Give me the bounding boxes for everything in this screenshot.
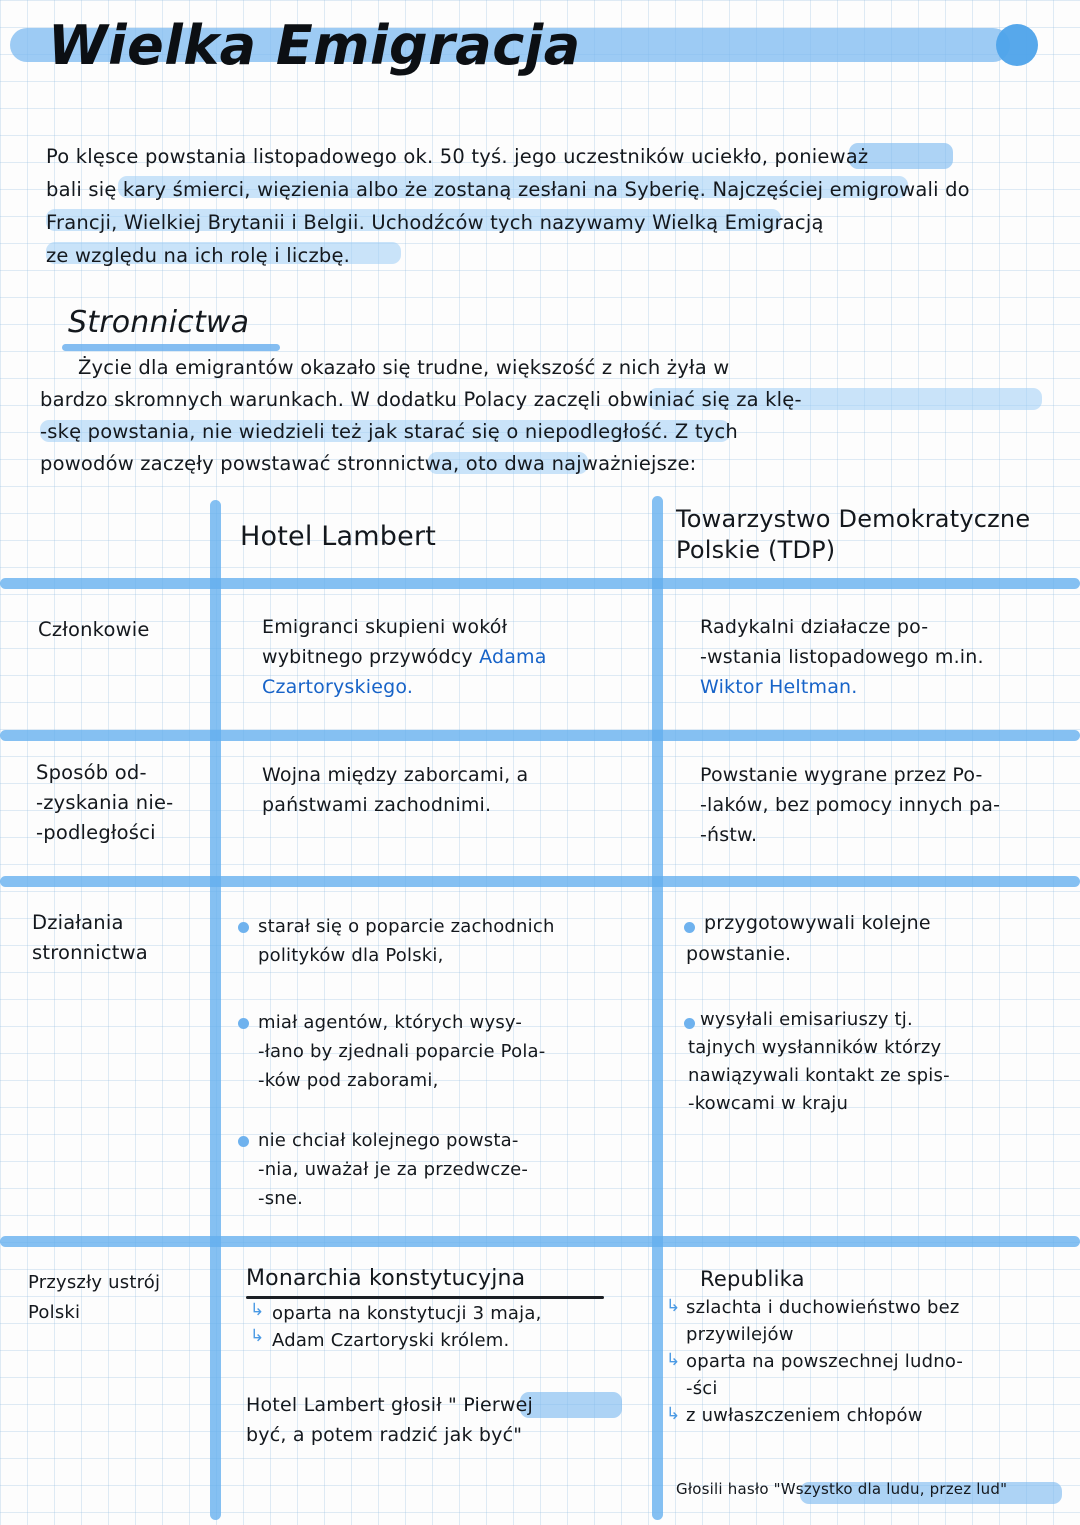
- cell-line: -laków, bez pomocy innych pa-: [700, 794, 1001, 816]
- row-label-czlonkowie: Członkowie: [38, 618, 150, 641]
- cell-line: powstanie.: [686, 943, 792, 965]
- cell-lambert-sposob: [262, 760, 642, 820]
- cell-line: oparta na powszechnej ludno-: [686, 1351, 964, 1372]
- cell-line: starał się o poparcie zachodnich: [258, 916, 555, 937]
- cell-line: Emigranci skupieni wokół: [262, 616, 508, 638]
- cell-line: przygotowywali kolejne: [704, 912, 931, 934]
- table-vertical-rule-1: [210, 500, 221, 1520]
- cell-line: państwami zachodnimi.: [262, 794, 492, 816]
- table-header-rule: [0, 578, 1080, 589]
- cell-lambert-czlonkowie: [262, 612, 642, 702]
- bullet-icon: [684, 922, 695, 933]
- row-label-line1: Sposób od-: [36, 761, 147, 784]
- cell-line: -sne.: [258, 1188, 304, 1209]
- bullet-icon: [684, 1018, 695, 1029]
- cell-line: szlachta i duchowieństwo bez: [686, 1297, 960, 1318]
- column-header-tdp-line2: Polskie (TDP): [676, 536, 836, 564]
- cell-line: nie chciał kolejnego powsta-: [258, 1130, 519, 1151]
- title-dot-decoration: [996, 24, 1038, 66]
- cell-lambert-quote: [246, 1390, 646, 1450]
- arrow-icon: ↳: [666, 1350, 681, 1370]
- arrow-icon: ↳: [250, 1300, 265, 1320]
- cell-tdp-sposob: [700, 760, 1070, 850]
- cell-line: -ństw.: [700, 824, 758, 846]
- cell-line: wysyłali emisariuszy tj.: [700, 1009, 913, 1030]
- section-paragraph: [40, 352, 1060, 480]
- cell-line: Hotel Lambert głosił " Pierwej: [246, 1394, 533, 1416]
- row-label-line2: Polski: [28, 1302, 81, 1323]
- cell-tdp-ustroj-heading: Republika: [700, 1267, 805, 1291]
- cell-lambert-dzialania-3: [258, 1126, 658, 1213]
- row-label-dzialania: [32, 908, 148, 968]
- column-header-tdp: [676, 504, 1030, 566]
- cell-lambert-dzialania-1: [258, 912, 658, 970]
- intro-line-3: Francji, Wielkiej Brytanii i Belgii. Uchodźców tych nazywamy Wielką Emigracją: [46, 211, 824, 234]
- row-label-line1: Działania: [32, 911, 124, 934]
- cell-line: -łano by zjednali poparcie Pola-: [258, 1041, 546, 1062]
- cell-line: nawiązywali kontakt ze spis-: [688, 1065, 950, 1086]
- cell-line: przywilejów: [686, 1324, 794, 1345]
- row-label-line2: -zyskania nie-: [36, 791, 174, 814]
- cell-tdp-motto: Głosili hasło "Wszystko dla ludu, przez lud": [676, 1480, 1008, 1498]
- intro-paragraph: [46, 140, 1046, 272]
- cell-lambert-ustroj-sub: [272, 1300, 662, 1354]
- cell-line: być, a potem radzić jak być": [246, 1424, 523, 1446]
- intro-line-2: bali się kary śmierci, więzienia albo że zostaną zesłani na Syberię. Najczęściej emigrowali do: [46, 178, 970, 201]
- row-label-line1: Przyszły ustrój: [28, 1272, 161, 1293]
- row-label-sposob-odzyskania: [36, 758, 173, 848]
- cell-line-blue: Czartoryskiego.: [262, 676, 414, 698]
- table-row-rule-2: [0, 876, 1080, 887]
- section-paragraph-line-1: Życie dla emigrantów okazało się trudne, większość z nich żyła w: [78, 356, 730, 379]
- bullet-icon: [238, 1136, 249, 1147]
- cell-line: -ków pod zaborami,: [258, 1070, 439, 1091]
- section-paragraph-line-2: bardzo skromnych warunkach. W dodatku Polacy zaczęli obwiniać się za klę-: [40, 388, 802, 411]
- cell-line: -ści: [686, 1378, 718, 1399]
- table-row-rule-3: [0, 1236, 1080, 1247]
- cell-tdp-dzialania-1: [686, 908, 1074, 970]
- cell-tdp-dzialania-2: [688, 1006, 1080, 1118]
- cell-line-blue: Wiktor Heltman.: [700, 676, 858, 698]
- lambert-heading-underline: [246, 1296, 604, 1299]
- bullet-icon: [238, 922, 249, 933]
- cell-tdp-ustroj-sub: [686, 1294, 1076, 1429]
- arrow-icon: ↳: [666, 1404, 681, 1424]
- cell-line: polityków dla Polski,: [258, 945, 444, 966]
- cell-lambert-ustroj-heading: Monarchia konstytucyjna: [246, 1266, 526, 1291]
- row-label-przyszly-ustroj: [28, 1268, 160, 1328]
- cell-line: z uwłaszczeniem chłopów: [686, 1405, 923, 1426]
- arrow-icon: ↳: [666, 1296, 681, 1316]
- cell-line: tajnych wysłanników którzy: [688, 1037, 942, 1058]
- section-heading-underline: [62, 344, 280, 351]
- section-paragraph-line-4: powodów zaczęły powstawać stronnictwa, oto dwa najważniejsze:: [40, 452, 697, 475]
- column-header-tdp-line1: Towarzystwo Demokratyczne: [676, 505, 1031, 533]
- page-title: Wielka Emigracja: [48, 14, 581, 77]
- section-paragraph-line-3: -skę powstania, nie wiedzieli też jak starać się o niepodległość. Z tych: [40, 420, 738, 443]
- intro-line-4: ze względu na ich rolę i liczbę.: [46, 244, 351, 267]
- table-row-rule-1: [0, 730, 1080, 741]
- column-header-lambert: Hotel Lambert: [240, 521, 437, 552]
- cell-line: Adam Czartoryski królem.: [272, 1330, 510, 1351]
- cell-line: Powstanie wygrane przez Po-: [700, 764, 983, 786]
- section-heading: Stronnictwa: [68, 305, 250, 340]
- cell-line: -wstania listopadowego m.in.: [700, 646, 984, 668]
- row-label-line2: stronnictwa: [32, 941, 148, 964]
- cell-line: wybitnego przywódcy Adama: [262, 646, 547, 668]
- cell-line: Wojna między zaborcami, a: [262, 764, 529, 786]
- intro-line-1: Po klęsce powstania listopadowego ok. 50 tyś. jego uczestników uciekło, ponieważ: [46, 145, 869, 168]
- cell-line: oparta na konstytucji 3 maja,: [272, 1303, 542, 1324]
- bullet-icon: [238, 1018, 249, 1029]
- row-label-line3: -podległości: [36, 821, 156, 844]
- cell-lambert-dzialania-2: [258, 1008, 658, 1095]
- arrow-icon: ↳: [250, 1326, 265, 1346]
- cell-line: Radykalni działacze po-: [700, 616, 929, 638]
- cell-line: miał agentów, których wysy-: [258, 1012, 523, 1033]
- cell-line: -kowcami w kraju: [688, 1093, 849, 1114]
- cell-tdp-czlonkowie: [700, 612, 1070, 702]
- cell-line: -nia, uważał je za przedwcze-: [258, 1159, 529, 1180]
